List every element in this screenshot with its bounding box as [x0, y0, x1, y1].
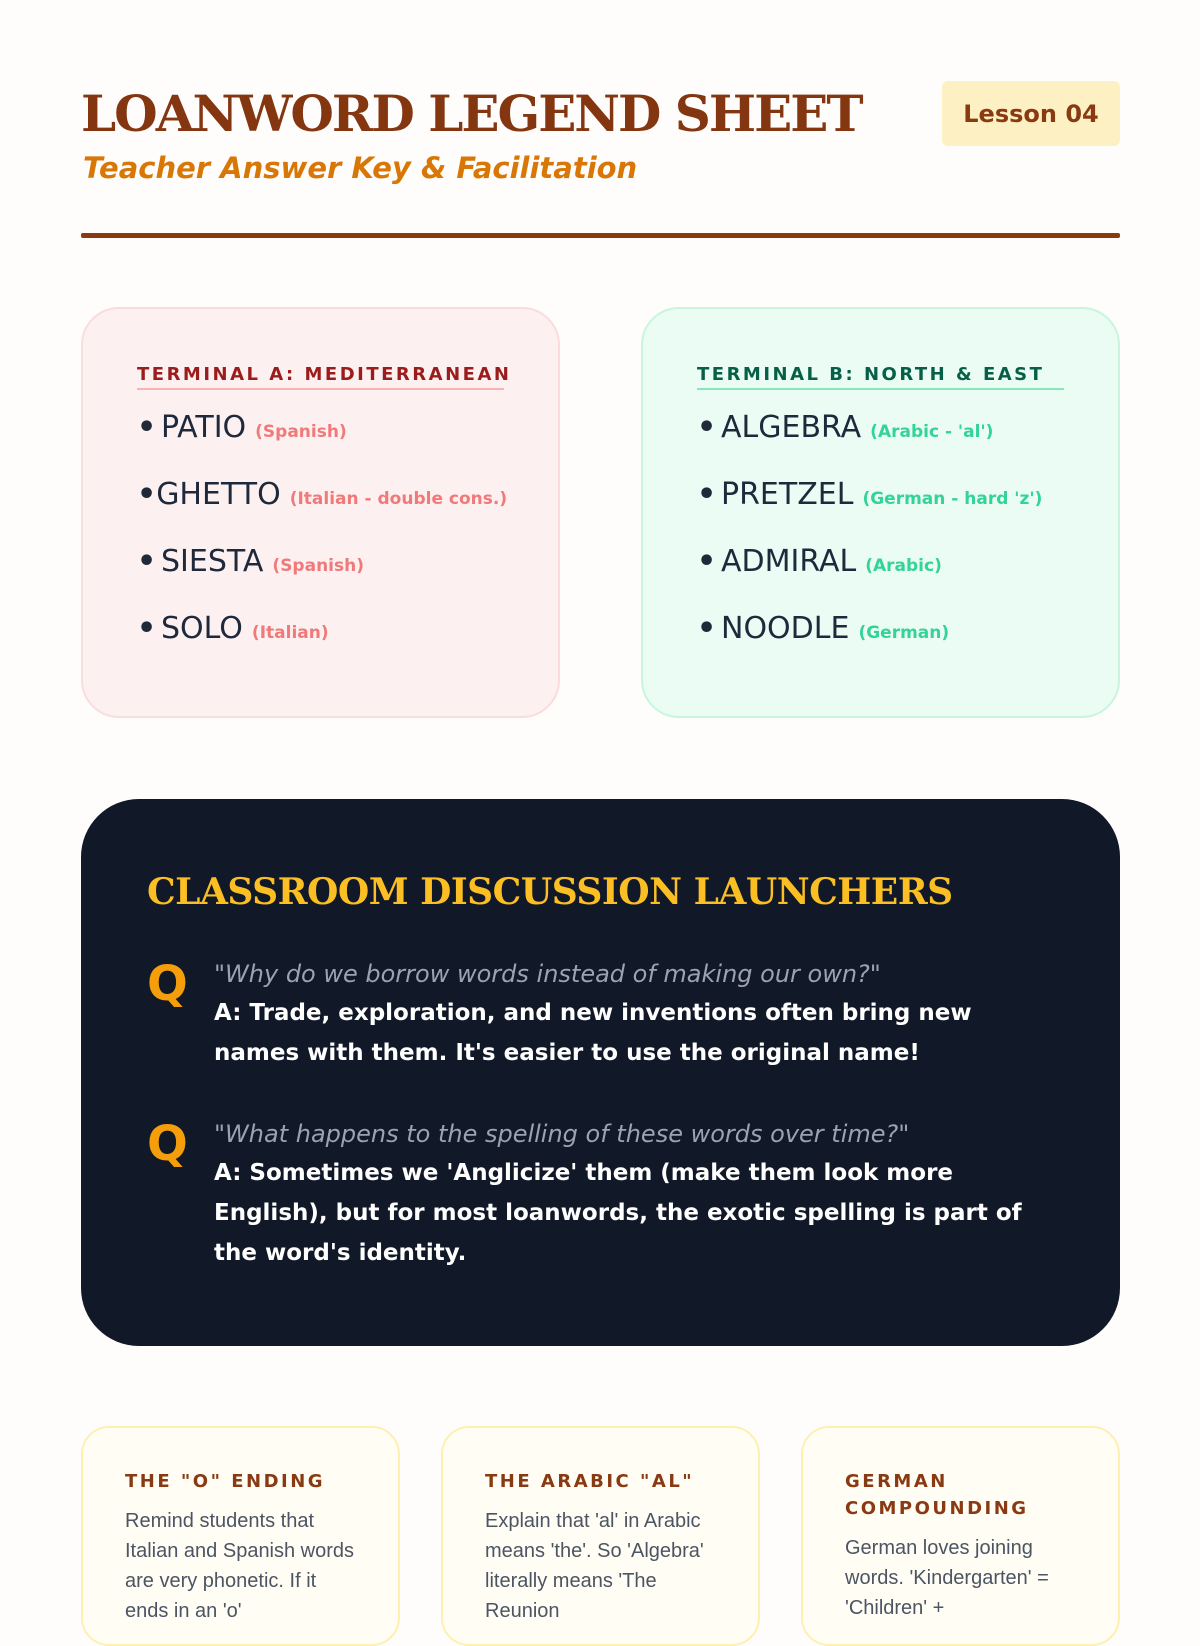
terminal-a-word-list — [137, 410, 508, 678]
word-origin: (German) — [858, 623, 950, 643]
word-origin: (German - hard 'z') — [862, 489, 1043, 509]
discussion-answer: A: Sometimes we 'Anglicize' them (make them look more English), but for most loanwords, the exotic spelling is part of the word's identity. — [214, 1160, 1022, 1266]
loanword: NOODLE — [721, 611, 850, 646]
list-item — [697, 410, 1064, 477]
word-origin: (Arabic) — [865, 556, 942, 576]
list-item — [697, 477, 1064, 544]
loanword: SOLO — [161, 611, 243, 646]
question-marker-icon: Q — [147, 956, 188, 1012]
terminal-b-heading: TERMINAL B: NORTH & EAST — [697, 364, 1064, 390]
loanword: ALGEBRA — [721, 410, 862, 445]
bullet-icon: • — [697, 477, 717, 512]
word-origin: (Italian) — [251, 623, 329, 643]
tip-card-german-compounding — [801, 1426, 1120, 1646]
tip-card-o-ending — [81, 1426, 400, 1646]
bullet-icon: • — [697, 611, 717, 646]
loanword: SIESTA — [161, 544, 264, 579]
word-origin: (Arabic - 'al') — [870, 422, 994, 442]
page-title: LOANWORD LEGEND SHEET — [81, 84, 862, 143]
discussion-answer: A: Trade, exploration, and new inventions often bring new names with them. It's easier to use the original name! — [214, 1000, 972, 1066]
loanword: PRETZEL — [721, 477, 854, 512]
tip-body: German loves joining words. 'Kindergarten' = 'Children' + — [845, 1537, 1049, 1619]
list-item — [137, 410, 504, 477]
word-origin: (Spanish) — [255, 422, 347, 442]
list-item — [137, 611, 504, 678]
tip-heading: THE "O" ENDING — [125, 1471, 326, 1492]
loanword: PATIO — [161, 410, 247, 445]
terminal-b-card — [641, 307, 1120, 718]
list-item — [697, 611, 1064, 678]
bullet-icon: • — [137, 477, 157, 512]
loanword: ADMIRAL — [721, 544, 857, 579]
list-item — [137, 477, 508, 544]
question-marker-icon: Q — [147, 1116, 188, 1172]
discussion-item — [147, 1115, 1054, 1273]
word-origin: (Spanish) — [272, 556, 364, 576]
terminal-a-card — [81, 307, 560, 718]
bullet-icon: • — [697, 544, 717, 579]
tip-heading: GERMAN COMPOUNDING — [845, 1471, 1029, 1519]
loanword: GHETTO — [156, 477, 281, 512]
page-subtitle: Teacher Answer Key & Facilitation — [83, 151, 638, 185]
discussion-item — [147, 955, 1054, 1073]
terminal-a-heading: TERMINAL A: MEDITERRANEAN — [137, 364, 504, 390]
list-item — [697, 544, 1064, 611]
list-item — [137, 544, 504, 611]
bullet-icon: • — [137, 410, 157, 445]
bullet-icon: • — [137, 611, 157, 646]
lesson-sheet — [81, 0, 1120, 1622]
word-origin: (Italian - double cons.) — [289, 489, 508, 509]
tip-body: Explain that 'al' in Arabic means 'the'. So 'Algebra' literally means 'The Reunion — [485, 1510, 704, 1622]
discussion-question: "What happens to the spelling of these words over time?" — [214, 1120, 910, 1148]
lesson-badge: Lesson 04 — [942, 81, 1120, 146]
bullet-icon: • — [697, 410, 717, 445]
terminal-b-word-list — [697, 410, 1064, 678]
header-divider — [81, 233, 1120, 238]
tip-heading: THE ARABIC "AL" — [485, 1471, 695, 1492]
tip-card-arabic-al — [441, 1426, 760, 1646]
tip-body: Remind students that Italian and Spanish words are very phonetic. If it ends in an 'o' — [125, 1510, 355, 1622]
discussion-title: CLASSROOM DISCUSSION LAUNCHERS — [147, 871, 953, 913]
discussion-panel — [81, 799, 1120, 1346]
discussion-question: "Why do we borrow words instead of making our own?" — [214, 960, 881, 988]
bullet-icon: • — [137, 544, 157, 579]
